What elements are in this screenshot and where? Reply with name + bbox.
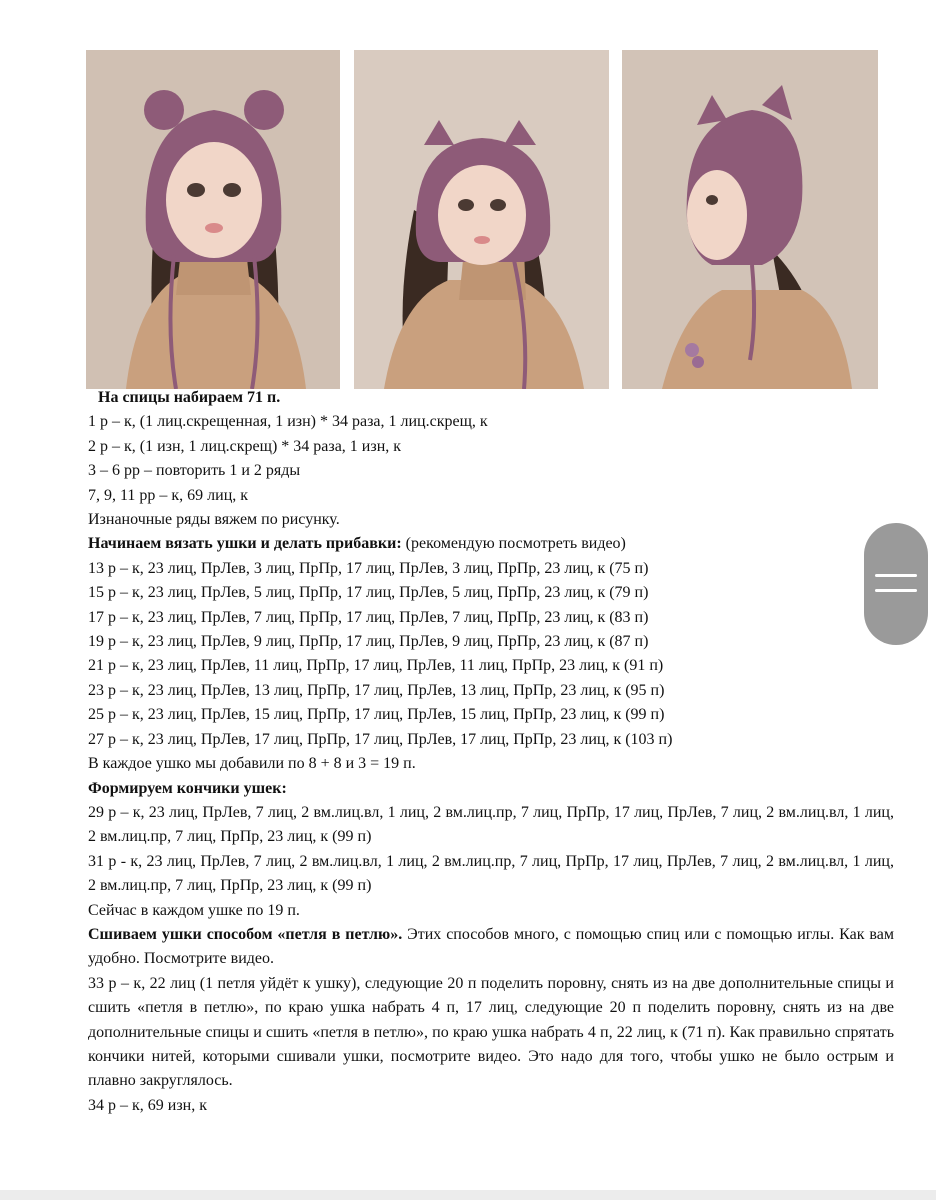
ears-note: (рекомендую посмотреть видео) — [401, 535, 626, 553]
ears-section-heading — [88, 532, 894, 556]
row-line: 29 р – к, 23 лиц, ПрЛев, 7 лиц, 2 вм.лиц.вл, 1 лиц, 2 вм.лиц.пр, 7 лиц, ПрПр, 17 лиц, ПрЛев, 7 лиц, 2 вм.лиц.вл, 1 лиц, 2 вм.лиц.пр, 7 лиц, ПрПр, 23 лиц, к (99 п) — [88, 803, 894, 846]
row-line: 27 р – к, 23 лиц, ПрЛев, 17 лиц, ПрПр, 17 лиц, ПрЛев, 17 лиц, ПрПр, 23 лиц, к (103 п) — [88, 730, 673, 748]
photo-doll-front — [86, 50, 340, 389]
row-line: 19 р – к, 23 лиц, ПрЛев, 9 лиц, ПрПр, 17 лиц, ПрЛев, 9 лиц, ПрПр, 23 лиц, к (87 п) — [88, 633, 649, 651]
handle-line-icon — [875, 589, 917, 592]
row-line: 17 р – к, 23 лиц, ПрЛев, 7 лиц, ПрПр, 17 лиц, ПрЛев, 7 лиц, ПрПр, 23 лиц, к (83 п) — [88, 608, 649, 626]
row-line: 23 р – к, 23 лиц, ПрЛев, 13 лиц, ПрПр, 17 лиц, ПрЛев, 13 лиц, ПрПр, 23 лиц, к (95 п) — [88, 681, 665, 699]
row-line: 34 р – к, 69 изн, к — [88, 1096, 207, 1114]
photo-strip — [86, 50, 878, 389]
row-line: 21 р – к, 23 лиц, ПрЛев, 11 лиц, ПрПр, 17 лиц, ПрЛев, 11 лиц, ПрПр, 23 лиц, к (91 п) — [88, 657, 664, 675]
handle-line-icon — [875, 574, 917, 577]
cast-on-heading: На спицы набираем 71 п. — [98, 389, 281, 406]
scroll-handle[interactable] — [864, 523, 928, 645]
tips-summary: Сейчас в каждом ушке по 19 п. — [88, 901, 300, 919]
pattern-text — [88, 386, 894, 1118]
ears-heading: Начинаем вязать ушки и делать прибавки: — [88, 535, 402, 553]
sew-section — [88, 923, 894, 972]
row-line: 2 р – к, (1 изн, 1 лиц.скрещ) * 34 раза, 1 изн, к — [88, 437, 402, 455]
row-line: 7, 9, 11 рр – к, 69 лиц, к — [88, 486, 249, 504]
row-line: 25 р – к, 23 лиц, ПрЛев, 15 лиц, ПрПр, 17 лиц, ПрЛев, 15 лиц, ПрПр, 23 лиц, к (99 п) — [88, 706, 665, 724]
row-line: 31 р - к, 23 лиц, ПрЛев, 7 лиц, 2 вм.лиц.вл, 1 лиц, 2 вм.лиц.пр, 7 лиц, ПрПр, 17 лиц, ПрЛев, 7 лиц, 2 вм.лиц.вл, 1 лиц, 2 вм.лиц.пр, 7 лиц, ПрПр, 23 лиц, к (99 п) — [88, 852, 894, 895]
sew-text: Этих способов много, с помощью спиц или с помощью иглы. Как вам удобно. Посмотрите видео. — [88, 925, 894, 968]
bottom-bar — [0, 1190, 936, 1200]
row-line: 1 р – к, (1 лиц.скрещенная, 1 изн) * 34 раза, 1 лиц.скрещ, к — [88, 413, 488, 431]
ears-summary: В каждое ушко мы добавили по 8 + 8 и 3 = 19 п. — [88, 755, 416, 773]
tips-heading: Формируем кончики ушек: — [88, 779, 287, 797]
sew-heading: Сшиваем ушки способом «петля в петлю». — [88, 925, 403, 943]
row-line: 13 р – к, 23 лиц, ПрЛев, 3 лиц, ПрПр, 17 лиц, ПрЛев, 3 лиц, ПрПр, 23 лиц, к (75 п) — [88, 559, 649, 577]
row-line: 15 р – к, 23 лиц, ПрЛев, 5 лиц, ПрПр, 17 лиц, ПрЛев, 5 лиц, ПрПр, 23 лиц, к (79 п) — [88, 584, 649, 602]
photo-doll-profile — [622, 50, 878, 389]
row-line: 33 р – к, 22 лиц (1 петля уйдёт к ушку), следующие 20 п поделить поровну, снять из на две дополнительные спицы и сшить «петля в петлю», по краю ушка набрать 4 п, 17 лиц, следующие 20 п поделить поровну, снять из на две дополнительные спицы и сшить «петля в петлю», по краю ушка набрать 4 п, 22 лиц, к (71 п). Как правильно спрятать кончики нитей, которыми сшивали ушки, посмотрите видео. Это надо для того, чтобы ушко не было острым и плавно закруглялось. — [88, 974, 894, 1090]
photo-doll-three-quarter — [354, 50, 609, 389]
row-line: Изнаночные ряды вяжем по рисунку. — [88, 511, 340, 529]
row-line: 3 – 6 рр – повторить 1 и 2 ряды — [88, 462, 301, 480]
